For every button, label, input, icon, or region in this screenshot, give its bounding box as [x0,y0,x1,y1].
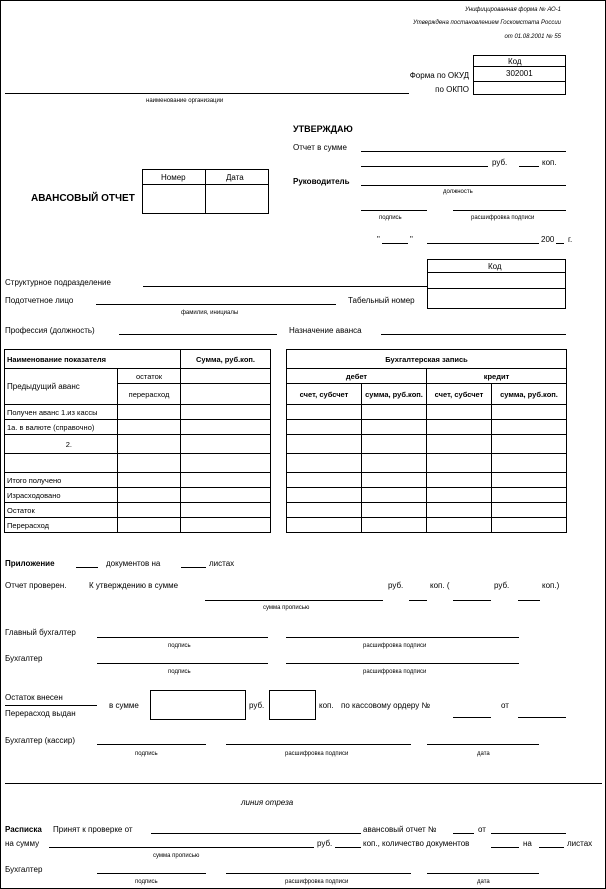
approve-year: 200 [541,235,555,244]
tab-number-label: Табельный номер [348,296,415,305]
cash-from: от [501,701,509,710]
remainder-cell[interactable] [181,369,271,384]
spent-cell[interactable] [181,488,271,503]
cash-date-line[interactable] [518,717,566,718]
purpose-line[interactable] [381,334,566,335]
approve-rub: руб. [492,158,508,167]
received-cell[interactable] [181,405,271,420]
accountant-label: Бухгалтер [5,654,43,663]
approve-kop: коп. [542,158,557,167]
cash-in-sum: в сумме [109,701,139,710]
head-label: Руководитель [293,177,350,186]
checked-sum-line[interactable] [205,600,383,601]
checked-rub2-line[interactable] [453,600,491,601]
receipt-decoding-caption: расшифровка подписи [285,879,349,885]
approve-year-line[interactable] [556,243,564,244]
department-line[interactable] [143,286,427,287]
cashier-label: Бухгалтер (кассир) [5,736,75,745]
spent-label: Израсходовано [5,488,118,503]
fields-kod-label: Код [488,262,502,271]
approve-title: УТВЕРЖДАЮ [293,124,353,134]
accounting-title: Бухгалтерская запись [287,350,567,369]
checked-kop-close: коп.) [542,581,560,590]
currency-label: 1а. в валюте (справочно) [5,420,118,435]
receipt-accountant-label: Бухгалтер [5,865,43,874]
accountable-line[interactable] [96,304,336,305]
approve-sum-line[interactable] [361,151,566,152]
received-label: Получен аванс 1.из кассы [5,405,118,420]
cashier-signature-caption: подпись [135,751,158,757]
receipt-date-caption: дата [477,879,490,885]
cash-rub: руб. [249,701,265,710]
accounting-entry-table [286,349,567,533]
item2-label: 2. [5,435,118,454]
receipt-signature-caption: подпись [135,879,158,885]
overspend-cell[interactable] [181,384,271,405]
appendix-docs-text: документов на [106,559,161,568]
approve-sum-text: К утверждению в сумме [89,581,179,590]
receipt-report-no: авансовый отчет № [363,825,437,834]
checked-rub-line[interactable] [409,600,427,601]
date-label: Дата [226,173,244,182]
overrun-label: Перерасход [5,518,118,533]
balance-cell[interactable] [181,503,271,518]
credit-sum-header: сумма, руб.коп. [492,384,567,405]
cashier-date-caption: дата [477,751,490,757]
department-label: Структурное подразделение [5,278,111,287]
remainder-label: остаток [118,369,181,384]
report-title: АВАНСОВЫЙ ОТЧЕТ [31,193,135,204]
form-header-line1: Унифицированная форма № АО-1 [465,7,561,13]
advance-table [4,349,271,533]
cashier-date-line[interactable] [427,744,539,745]
chief-signature-caption: подпись [168,643,191,649]
receipt-on-sum: на сумму [5,839,40,848]
receipt-from-line[interactable] [151,833,361,834]
receipt-kop-line[interactable] [335,847,361,848]
okpo-label: по ОКПО [435,85,469,94]
accountant-decoding-line[interactable] [286,663,519,664]
receipt-kop-docs: коп., количество документов [363,839,470,848]
receipt-from: от [478,825,486,834]
cash-order-line[interactable] [453,717,491,718]
organization-caption: наименование организации [146,98,224,104]
checked-label: Отчет проверен. [5,581,67,590]
codes-kod-label: Код [508,57,522,66]
checked-kop-open: коп. ( [430,581,450,590]
number-label: Номер [161,173,186,182]
receipt-date-line2[interactable] [427,873,539,874]
col-name-header: Наименование показателя [5,350,181,369]
chief-accountant-label: Главный бухгалтер [5,628,76,637]
checked-rub2: руб. [494,581,510,590]
total-received-cell[interactable] [181,473,271,488]
approve-year-suffix: г. [568,235,573,244]
cash-kop: коп. [319,701,334,710]
currency-cell[interactable] [181,420,271,435]
profession-label: Профессия (должность) [5,326,95,335]
checked-kop-line[interactable] [518,600,540,601]
form-header-line3: от 01.08.2001 № 55 [504,34,561,40]
chief-signature-line[interactable] [97,637,268,638]
receipt-docs-line[interactable] [491,847,519,848]
total-received-label: Итого получено [5,473,118,488]
receipt-sum-line[interactable] [49,847,314,848]
okud-value[interactable]: 302001 [506,69,533,78]
receipt-accepted: Принят к проверке от [53,825,133,834]
approve-day-line[interactable] [382,243,408,244]
cashier-decoding-caption: расшифровка подписи [285,751,349,757]
chief-decoding-caption: расшифровка подписи [363,643,427,649]
position-caption: должность [443,189,473,195]
head-decoding-line[interactable] [453,210,566,211]
chief-decoding-line[interactable] [286,637,519,638]
appendix-docs-line[interactable] [76,567,98,568]
appendix-sheets-text: листах [209,559,235,568]
receipt-sheets: листах [567,839,593,848]
receipt-signature-line[interactable] [97,873,206,874]
receipt-decoding-line[interactable] [226,873,411,874]
date-quote-open: " [377,235,380,244]
debit-account-header: счет, субсчет [287,384,362,405]
receipt-on: на [523,839,532,848]
approve-rub-line[interactable] [361,166,488,167]
checked-rub: руб. [388,581,404,590]
profession-line[interactable] [119,334,277,335]
head-signature-caption: подпись [379,215,402,221]
cashier-signature-line[interactable] [97,744,206,745]
head-position-line[interactable] [361,185,566,186]
receipt-words-caption: сумма прописью [153,853,200,859]
appendix-sheets-line[interactable] [181,567,206,568]
approve-kop-line[interactable] [519,166,539,167]
prev-advance-label: Предыдущий аванс [5,369,118,405]
credit-header: кредит [427,369,567,384]
overspend-label: перерасход [118,384,181,405]
accountant-decoding-caption: расшифровка подписи [363,669,427,675]
cash-rub-box[interactable] [150,690,246,720]
cashier-decoding-line[interactable] [226,744,411,745]
debit-sum-header: сумма, руб.коп. [362,384,427,405]
appendix-label: Приложение [5,559,55,568]
overrun-cell[interactable] [181,518,271,533]
receipt-label: Расписка [5,825,42,834]
cut-label: линия отреза [241,798,294,807]
cut-line [5,783,602,784]
date-quote-close: " [410,235,413,244]
head-signature-line[interactable] [361,210,427,211]
remainder-deposited-label: Остаток внесен [5,693,63,702]
receipt-sheets-line[interactable] [539,847,564,848]
receipt-date-line[interactable] [491,833,566,834]
accountant-signature-line[interactable] [97,663,268,664]
receipt-no-line[interactable] [453,833,474,834]
cash-kop-box[interactable] [269,690,316,720]
checked-words-caption: сумма прописью [263,605,310,611]
accountant-signature-caption: подпись [168,669,191,675]
approve-month-line[interactable] [427,243,539,244]
cash-order-label: по кассовому ордеру № [341,701,431,710]
okud-label: Форма по ОКУД [409,71,469,80]
purpose-label: Назначение аванса [289,326,362,335]
organization-line[interactable] [5,93,409,94]
accountable-label: Подотчетное лицо [5,296,74,305]
balance-label: Остаток [5,503,118,518]
name-caption: фамилия, инициалы [181,310,239,316]
receipt-rub: руб. [317,839,333,848]
form-header-line2: Утверждена постановлением Госкомстата России [412,20,561,26]
debit-header: дебет [287,369,427,384]
credit-account-header: счет, субсчет [427,384,492,405]
approve-sum-label: Отчет в сумме [293,143,347,152]
overspend-paid-label: Перерасход выдан [5,709,76,718]
col-sum-header: Сумма, руб.коп. [181,350,271,369]
head-decoding-caption: расшифровка подписи [471,215,535,221]
